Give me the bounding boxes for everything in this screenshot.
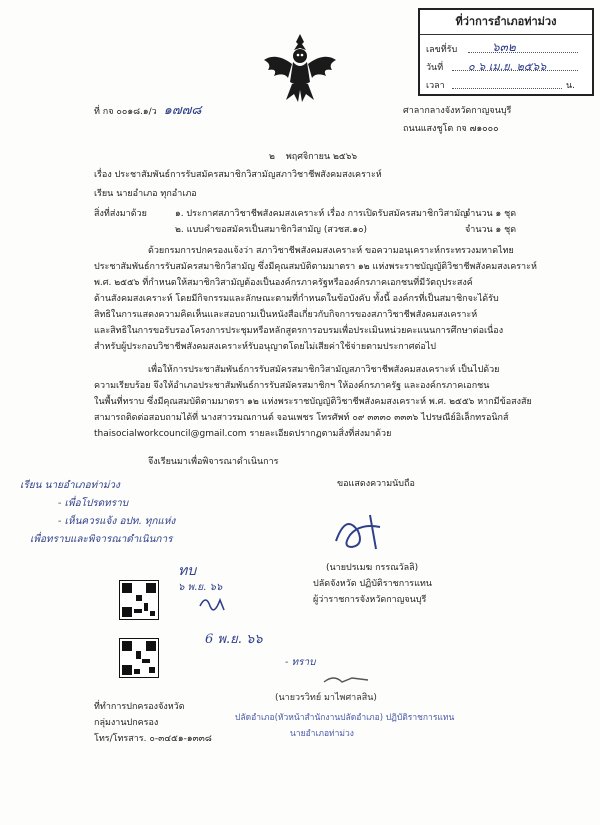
date-day: ๒ — [269, 152, 275, 162]
note-mid-2: ๖ พ.ย. ๖๖ — [178, 582, 223, 593]
stamp-title: ที่ว่าการอำเภอท่าม่วง — [420, 10, 592, 35]
note-mid-3: - ทราบ — [285, 657, 316, 668]
addressee-line: เรียน นายอำเภอ ทุกอำเภอ — [94, 189, 197, 199]
stamp-receipt-value: ๖๓๒ — [492, 40, 516, 54]
body-p3: จึงเรียนมาเพื่อพิจารณาดำเนินการ — [148, 457, 279, 467]
note-mid-1: ทบ — [178, 563, 197, 579]
body-p2-line2: ความเรียบร้อย จึงให้อำเภอประชาสัมพันธ์การรับสมัครสมาชิกฯ ให้องค์กรภาครัฐ และองค์กรภาคเอกชน — [94, 381, 490, 391]
note-mid-date: 6 พ.ย. ๖๖ — [205, 632, 263, 647]
body-p2-line5: thaisocialworkcouncil@gmail.com รายละเอียดปรากฏตามสิ่งที่ส่งมาด้วย — [94, 429, 392, 439]
note-left-2: - เพื่อโปรดทราบ — [58, 498, 129, 509]
footer-dept-2: กลุ่มงานปกครอง — [94, 718, 159, 728]
receipt-stamp — [418, 8, 594, 96]
date-text: พฤศจิกายน ๒๕๖๖ — [285, 152, 358, 162]
body-p1-line2: ประชาสัมพันธ์การรับสมัครสมาชิกวิสามัญ ซึ่งมีคุณสมบัติตามมาตรา ๑๒ แห่งพระราชบัญญัติวิชาชีพสังคมสงเคราะห์ — [94, 262, 537, 272]
second-official-title-1: ปลัดอำเภอ(หัวหน้าสำนักงานปลัดอำเภอ) ปฏิบัติราชการแทน — [235, 713, 455, 723]
stamp-receipt-label: เลขที่รับ — [426, 45, 458, 55]
second-official-name: (นายวรวิทย์ มาไพศาลสิน) — [275, 693, 377, 703]
signature-scribble-icon — [330, 505, 390, 555]
closing-phrase: ขอแสดงความนับถือ — [337, 479, 415, 489]
note-left-1: เรียน นายอำเภอท่าม่วง — [20, 480, 120, 491]
body-p1-line1: ด้วยกรมการปกครองแจ้งว่า สภาวิชาชีพสังคมสงเคราะห์ ขอความอนุเคราะห์กระทรวงมหาดไทย — [148, 246, 514, 256]
enclosure-item-2-qty: จำนวน ๑ ชุด — [465, 225, 517, 235]
second-official-title-2: นายอำเภอท่าม่วง — [290, 729, 354, 739]
body-p1-line7: สำหรับผู้ประกอบวิชาชีพสังคมสงเคราะห์รับอนุญาตโดยไม่เสียค่าใช้จ่ายตามประกาศต่อไป — [94, 342, 437, 352]
stamp-time-suffix: น. — [566, 81, 576, 91]
qr-code-icon — [119, 580, 159, 620]
signer-title-1: ปลัดจังหวัด ปฏิบัติราชการแทน — [313, 579, 432, 589]
body-p2-line1: เพื่อให้การประชาสัมพันธ์การรับสมัครสมาชิกวิสามัญสภาวิชาชีพสังคมสงเคราะห์ เป็นไปด้วย — [148, 365, 500, 375]
stamp-date-value: ๐ ๖ เม.ย. ๒๕๖๖ — [468, 60, 547, 73]
signer-title-2: ผู้ว่าราชการจังหวัดกาญจนบุรี — [313, 595, 427, 605]
office-address-line1: ศาลากลางจังหวัดกาญจนบุรี — [403, 106, 512, 116]
stamp-date-label: วันที่ — [426, 63, 444, 73]
note-left-4: เพื่อทราบและพิจารณาดำเนินการ — [30, 534, 173, 545]
enclosure-item-2: ๒. แบบคำขอสมัครเป็นสมาชิกวิสามัญ (สวชส.๑๐) — [175, 225, 368, 235]
enclosure-item-1-qty: จำนวน ๑ ชุด — [465, 209, 517, 219]
garuda-emblem-icon — [262, 30, 338, 110]
enclosure-label: สิ่งที่ส่งมาด้วย — [94, 209, 147, 219]
footer-dept-1: ที่ทำการปกครองจังหวัด — [94, 702, 185, 712]
footer-phone: โทร/โทรสาร. ๐-๓๔๕๑-๑๓๓๘ — [94, 734, 212, 744]
office-address-line2: ถนนแสงชูโต กจ ๗๑๐๐๐ — [403, 124, 499, 134]
body-p1-line4: ด้านสังคมสงเคราะห์ โดยมีกิจกรรมและลักษณะตามที่กำหนดในข้อบังคับ ทั้งนี้ องค์กรที่เป็นสมาชิกจะได้รับ — [94, 294, 499, 304]
signer-name: (นายปรเมฆ กรรณวัลลิ) — [326, 563, 419, 573]
subject-line: เรื่อง ประชาสัมพันธ์การรับสมัครสมาชิกวิสามัญสภาวิชาชีพสังคมสงเคราะห์ — [94, 170, 382, 180]
document-number: ที่ กจ ๐๐๑๘.๑/ว — [94, 107, 157, 117]
document-number-handwritten: ๑๗๗๘ — [163, 103, 202, 118]
body-p1-line3: พ.ศ. ๒๕๕๖ ที่กำหนดให้สมาชิกวิสามัญต้องเป็นองค์กรภาครัฐหรือองค์กรภาคเอกชนที่มีวัตถุประสงค์ — [94, 278, 473, 288]
second-signature-scribble-icon — [322, 672, 372, 688]
body-p1-line6: และสิทธิในการขอรับรองโครงการประชุมหรือหลักสูตรการอบรมเพื่อประเมินหน่วยคะแนนการศึกษาต่อเนื่อง — [94, 326, 504, 336]
initials-scribble-icon — [196, 592, 226, 616]
qr-code-icon — [119, 638, 159, 678]
stamp-time-label: เวลา — [426, 81, 445, 91]
body-p1-line5: สิทธิในการแสดงความคิดเห็นและสอบถามเป็นหนังสือเกี่ยวกับกิจการของสภาวิชาชีพสังคมสงเคราะห์ — [94, 310, 478, 320]
body-p2-line3: ในพื้นที่ทราบ ซึ่งมีคุณสมบัติตามมาตรา ๑๒ แห่งพระราชบัญญัติวิชาชีพสังคมสงเคราะห์ พ.ศ. ๒๕๕๖ หากมีข้อสงสัย — [94, 397, 532, 407]
note-left-3: - เห็นควรแจ้ง อปท. ทุกแห่ง — [58, 516, 176, 527]
body-p2-line4: สามารถติดต่อสอบถามได้ที่ นางสาวรมณกานต์ จอนเพชร โทรศัพท์ ๐๙ ๓๓๓๐ ๓๓๓๖ ไปรษณีย์อิเล็กทรอนิกส์ — [94, 413, 509, 423]
enclosure-item-1: ๑. ประกาศสภาวิชาชีพสังคมสงเคราะห์ เรื่อง การเปิดรับสมัครสมาชิกวิสามัญ — [175, 209, 468, 219]
